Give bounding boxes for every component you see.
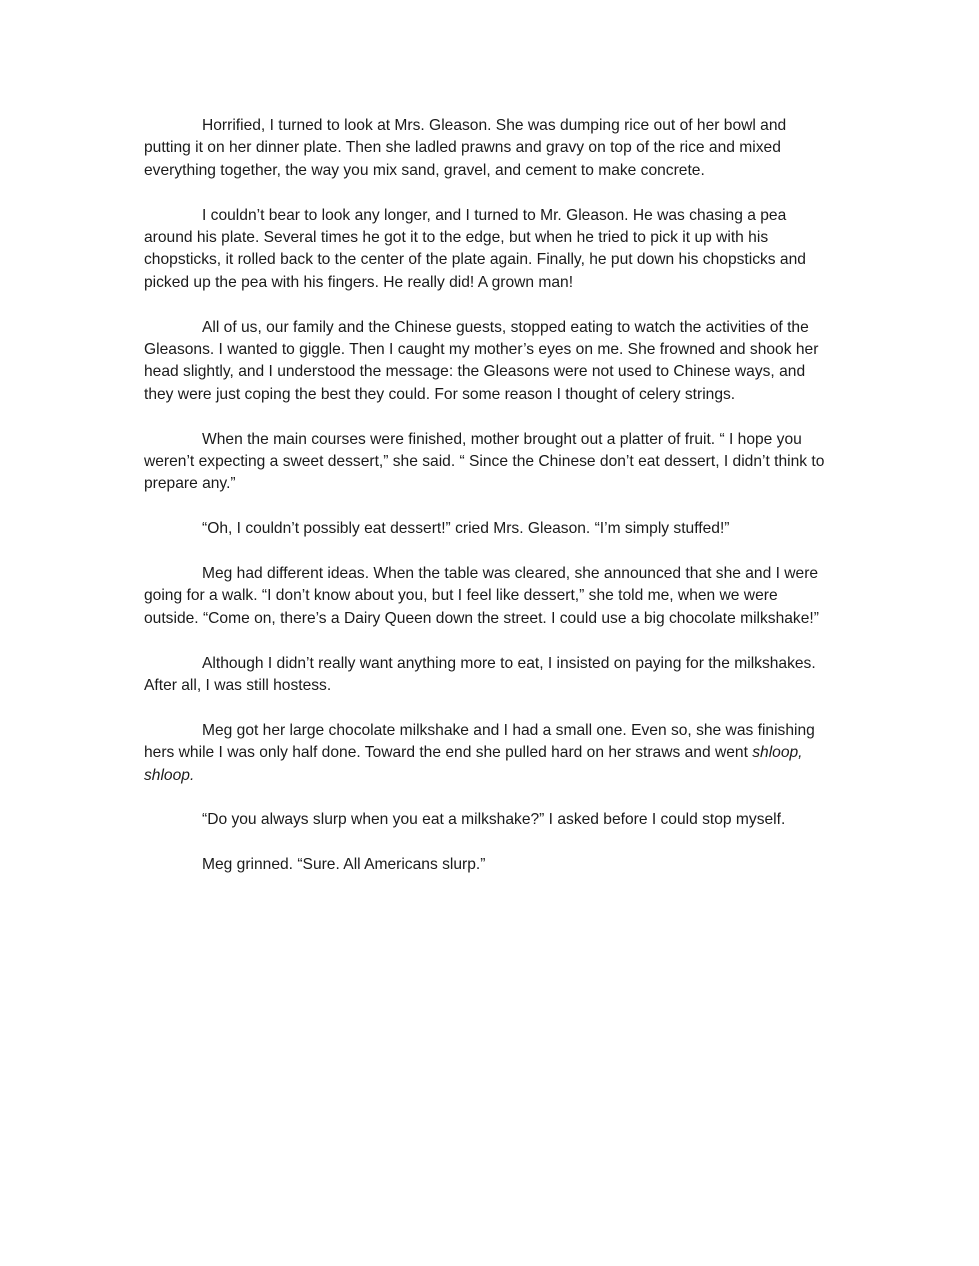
paragraph-text: Meg had different ideas. When the table was cleared, she announced that she and I were going for a walk. “I don’t know about you, but I feel like dessert,” she told me, when we were outside. “Come on, there’s a Dairy Queen down the street. I could use a big chocolate milkshake!” xyxy=(144,565,819,627)
paragraph-text: When the main courses were finished, mother brought out a platter of fruit. “ I hope you weren’t expecting a sweet dessert,” she said. “ Since the Chinese don’t eat dessert, I didn’t think to prepare any.” xyxy=(144,430,825,493)
paragraph xyxy=(144,205,836,295)
paragraph-text: All of us, our family and the Chinese guests, stopped eating to watch the activities of the Gleasons. I wanted to giggle. Then I caught my mother’s eyes on me. She frowned and shook her head slightly, and I understood the message: the Gleasons were not used to Chinese ways, and they were just coping the best they could. For some reason I thought of celery strings. xyxy=(144,318,819,403)
paragraph xyxy=(144,653,836,698)
document-page xyxy=(144,115,836,899)
paragraph-text: “Do you always slurp when you eat a milkshake?” I asked before I could stop myself. xyxy=(202,811,786,829)
paragraph xyxy=(144,854,836,876)
paragraph xyxy=(144,563,836,630)
paragraph-text: Horrified, I turned to look at Mrs. Gleason. She was dumping rice out of her bowl and putting it on her dinner plate. Then she ladled prawns and gravy on top of the rice and mixed everything together, the way you mix sand, gravel, and cement to make concrete. xyxy=(144,117,787,179)
paragraph-text: “Oh, I couldn’t possibly eat dessert!” cried Mrs. Gleason. “I’m simply stuffed!” xyxy=(202,520,730,538)
paragraph xyxy=(144,115,836,182)
paragraph xyxy=(144,518,836,540)
paragraph xyxy=(144,429,836,496)
paragraph-text: I couldn’t bear to look any longer, and I turned to Mr. Gleason. He was chasing a pea around his plate. Several times he got it to the edge, but when he tried to pick it up with his chopsticks, it rolled back to the center of the plate again. Finally, he put down his chopsticks and picked up the pea with his fingers. He really did! A grown man! xyxy=(144,206,806,291)
paragraph xyxy=(144,720,836,787)
paragraph xyxy=(144,809,836,831)
paragraph xyxy=(144,317,836,407)
paragraph-text: Meg grinned. “Sure. All Americans slurp.” xyxy=(202,856,486,874)
paragraph-italic-text: shloop, shloop. xyxy=(144,744,803,784)
paragraph-text: Meg got her large chocolate milkshake and I had a small one. Even so, she was finishing hers while I was only half done. Toward the end she pulled hard on her straws and went xyxy=(144,721,815,762)
paragraph-text: Although I didn’t really want anything more to eat, I insisted on paying for the milkshakes. After all, I was still hostess. xyxy=(144,654,816,695)
